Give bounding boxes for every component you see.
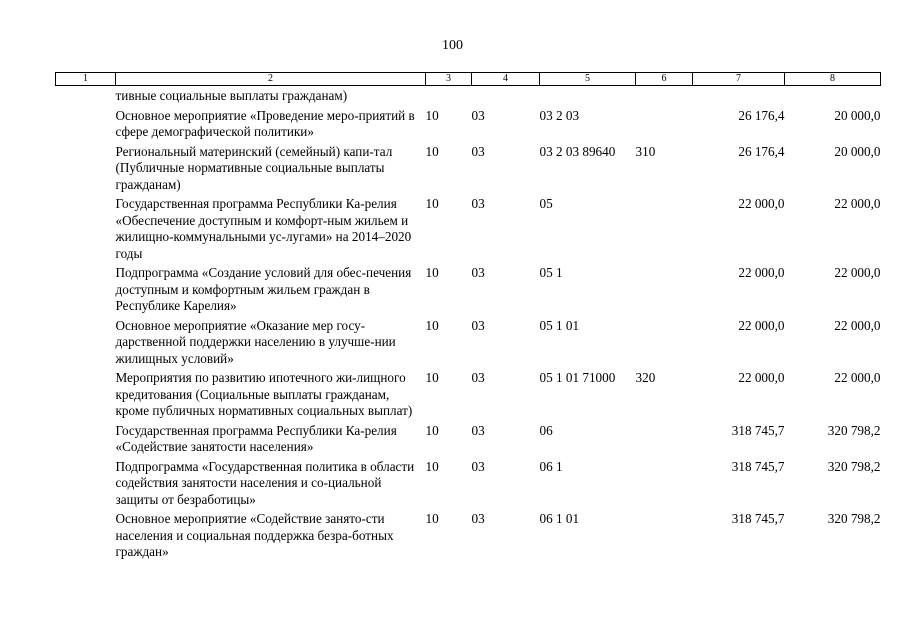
subsection-cell: 03 xyxy=(471,422,485,438)
column-header: 7 xyxy=(693,73,785,86)
row-number-cell xyxy=(56,262,116,315)
amount-cell-year1: 26 176,4 xyxy=(738,143,785,159)
item-name-cell: Основное мероприятие «Оказание мер госу-дарственной поддержки населению в улучше-нии жилищных условий» xyxy=(115,317,396,366)
item-name-cell: Мероприятия по развитию ипотечного жи-лищного кредитования (Социальные выплаты гражданам, кроме публичных нормативных социальных выплат) xyxy=(115,370,413,418)
amount-cell-year1: 26 176,4 xyxy=(738,107,785,123)
item-name-cell: Основное мероприятие «Содействие занято-сти населения и социальная поддержка безра-ботных граждан» xyxy=(115,511,394,559)
column-header: 2 xyxy=(116,73,426,86)
target-article-cell xyxy=(540,86,636,105)
table-row xyxy=(56,262,881,315)
column-number-row xyxy=(56,73,881,86)
column-header: 8 xyxy=(785,73,881,86)
table-row xyxy=(56,420,881,456)
amount-cell-year2: 20 000,0 xyxy=(834,143,881,159)
amount-cell-year1: 318 745,7 xyxy=(731,422,785,438)
column-header: 5 xyxy=(540,73,636,86)
section-cell: 10 xyxy=(425,143,439,159)
row-number-cell xyxy=(56,456,116,509)
expense-type-cell xyxy=(636,315,693,368)
table-row xyxy=(56,141,881,194)
section-cell: 10 xyxy=(425,107,439,123)
amount-cell-year2: 20 000,0 xyxy=(834,107,881,123)
page-number: 100 xyxy=(442,38,463,53)
expense-type-cell xyxy=(636,262,693,315)
section-cell: 10 xyxy=(425,458,439,474)
amount-cell-year2: 320 798,2 xyxy=(827,422,881,438)
section-cell: 10 xyxy=(425,370,439,385)
subsection-cell: 03 xyxy=(471,370,485,385)
item-name-cell: Подпрограмма «Создание условий для обес-печения доступным и комфортным жильем граждан в Республике Карелия» xyxy=(115,265,412,313)
subsection-cell xyxy=(472,86,540,105)
row-number-cell xyxy=(56,315,116,368)
row-number-cell xyxy=(56,193,116,262)
amount-cell-year1: 22 000,0 xyxy=(738,317,785,333)
amount-cell-year2: 22 000,0 xyxy=(834,196,881,211)
target-article-cell: 03 2 03 xyxy=(539,107,580,123)
target-article-cell: 05 1 01 71000 xyxy=(539,370,616,385)
target-article-cell: 05 1 xyxy=(539,265,563,280)
expense-type-cell: 320 xyxy=(635,370,656,385)
item-name-cell: Региональный материнский (семейный) капи-тал (Публичные нормативные социальные выплаты гражданам) xyxy=(115,143,393,192)
amount-cell-year1: 22 000,0 xyxy=(738,265,785,280)
amount-cell-year1: 318 745,7 xyxy=(731,458,785,474)
table-row xyxy=(56,367,881,420)
row-number-cell xyxy=(56,105,116,141)
subsection-cell: 03 xyxy=(471,265,485,280)
amount-cell-year1: 318 745,7 xyxy=(731,511,785,526)
target-article-cell: 06 1 01 xyxy=(539,511,580,526)
expense-type-cell xyxy=(636,105,693,141)
amount-cell-year1: 22 000,0 xyxy=(738,196,785,211)
section-cell: 10 xyxy=(425,265,439,280)
expense-type-cell: 310 xyxy=(635,143,656,159)
column-header: 4 xyxy=(472,73,540,86)
amount-cell-year2: 320 798,2 xyxy=(827,511,881,526)
amount-cell-year2 xyxy=(785,86,881,105)
target-article-cell: 03 2 03 89640 xyxy=(539,143,616,159)
budget-table xyxy=(55,72,881,561)
subsection-cell: 03 xyxy=(471,196,485,211)
column-header: 1 xyxy=(56,73,116,86)
section-cell: 10 xyxy=(425,422,439,438)
item-name-cell: Государственная программа Республики Ка-релия «Обеспечение доступным и комфорт-ным жильем и жилищно-коммунальными ус-лугами» на 2014–2020 годы xyxy=(115,196,412,261)
amount-cell-year2: 22 000,0 xyxy=(834,265,881,280)
item-name-cell: Подпрограмма «Государственная политика в области содействия занятости населения и со-циальной защиты от безработицы» xyxy=(115,458,415,507)
table-row xyxy=(56,193,881,262)
subsection-cell: 03 xyxy=(471,458,485,474)
subsection-cell: 03 xyxy=(471,511,485,526)
column-header: 3 xyxy=(426,73,472,86)
subsection-cell: 03 xyxy=(471,317,485,333)
item-name-cell: Государственная программа Республики Ка-релия «Содействие занятости населения» xyxy=(115,422,397,454)
expense-type-cell xyxy=(636,508,693,561)
amount-cell-year1: 22 000,0 xyxy=(738,370,785,385)
section-cell: 10 xyxy=(425,511,439,526)
target-article-cell: 05 xyxy=(539,196,553,211)
table-row xyxy=(56,456,881,509)
row-number-cell xyxy=(56,86,116,105)
table-row xyxy=(56,86,881,105)
section-cell xyxy=(426,86,472,105)
row-number-cell xyxy=(56,508,116,561)
item-name-cell: Основное мероприятие «Проведение меро-приятий в сфере демографической политики» xyxy=(115,107,415,139)
row-number-cell xyxy=(56,141,116,194)
target-article-cell: 06 1 xyxy=(539,458,563,474)
row-number-cell xyxy=(56,420,116,456)
amount-cell-year1 xyxy=(693,86,785,105)
amount-cell-year2: 22 000,0 xyxy=(834,370,881,385)
item-name-cell: тивные социальные выплаты гражданам) xyxy=(115,88,348,103)
table-row xyxy=(56,315,881,368)
amount-cell-year2: 320 798,2 xyxy=(827,458,881,474)
expense-type-cell xyxy=(636,420,693,456)
section-cell: 10 xyxy=(425,317,439,333)
expense-type-cell xyxy=(636,86,693,105)
expense-type-cell xyxy=(636,456,693,509)
target-article-cell: 05 1 01 xyxy=(539,317,580,333)
table-row xyxy=(56,508,881,561)
table-row xyxy=(56,105,881,141)
target-article-cell: 06 xyxy=(539,422,553,438)
subsection-cell: 03 xyxy=(471,143,485,159)
amount-cell-year2: 22 000,0 xyxy=(834,317,881,333)
expense-type-cell xyxy=(636,193,693,262)
column-header: 6 xyxy=(636,73,693,86)
section-cell: 10 xyxy=(425,196,439,211)
row-number-cell xyxy=(56,367,116,420)
subsection-cell: 03 xyxy=(471,107,485,123)
